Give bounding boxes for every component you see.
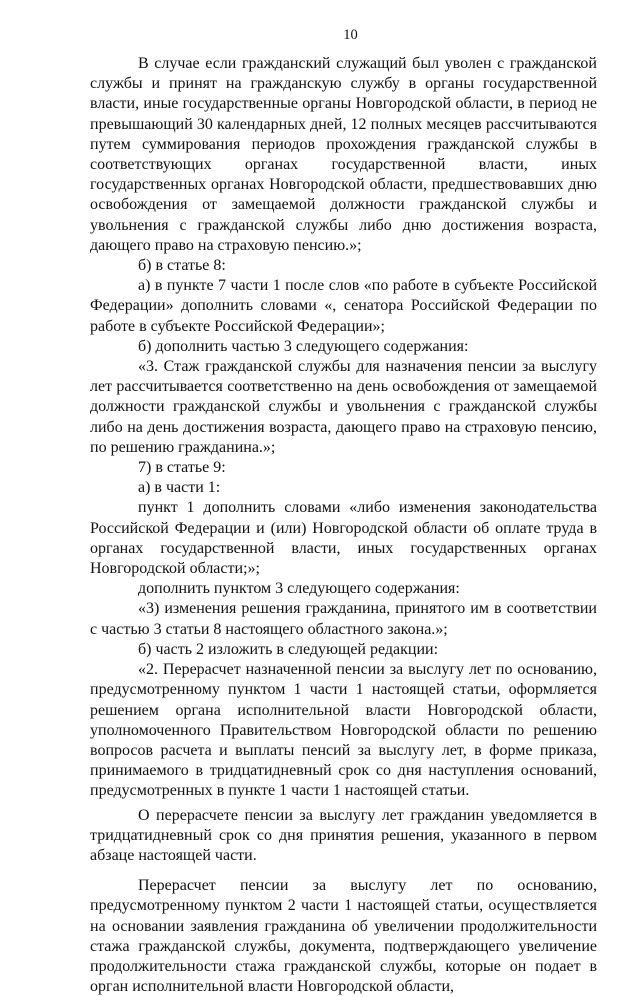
paragraph-10: «3) изменения решения гражданина, принятого им в соответствии с частью 3 статьи 8 настоящего областного закона.»; [90, 600, 597, 638]
paragraph-5: «3. Стаж гражданской службы для назначения пенсии за выслугу лет рассчитывается соответственно на день освобождения от замещаемой должности гражданской службы и увольнения с гражданской службы либо на день достижения возраста, дающего право на страховую пенсию, по решению гражданина.»; [90, 358, 597, 456]
paragraph-9: дополнить пунктом 3 следующего содержания: [138, 580, 460, 598]
paragraph-6: 7) в статье 9: [138, 459, 226, 477]
paragraph-4: б) дополнить частью 3 следующего содержания: [138, 337, 469, 355]
paragraph-14: Перерасчет пенсии за выслугу лет по основанию, предусмотренному пунктом 2 части 1 настоящей статьи, осуществляется на основании заявления гражданина об увеличении продолжительности стажа гражданской службы, документа, подтверждающего увеличение продолжительности стажа гражданской службы, которые он подает в орган исполнительной власти Новгородской области, [90, 877, 597, 996]
paragraph-11: б) часть 2 изложить в следующей редакции: [138, 640, 439, 658]
paragraph-7: а) в части 1: [138, 479, 221, 497]
page-number: 10 [343, 27, 358, 43]
paragraph-13: О перерасчете пенсии за выслугу лет гражданин уведомляется в тридцатидневный срок со дня принятия решения, указанного в первом абзаце настоящей части. [90, 806, 597, 864]
paragraph-12: «2. Перерасчет назначенной пенсии за выслугу лет по основанию, предусмотренному пунктом 1 части 1 настоящей статьи, оформляется решением органа исполнительной власти Новгородской области, уполномоченного Правительством Новгородской области по решению вопросов расчета и выплаты пенсий за выслугу лет, в форме приказа, принимаемого в тридцатидневный срок со дня наступления оснований, предусмотренных в пункте 1 части 1 настоящей статьи. [90, 661, 597, 800]
paragraph-2: б) в статье 8: [138, 257, 226, 275]
paragraph-3: а) в пункте 7 части 1 после слов «по работе в субъекте Российской Федерации» дополнить словами «, сенатора Российской Федерации по работе в субъекте Российской Федерации»; [90, 277, 597, 335]
paragraph-1: В случае если гражданский служащий был уволен с гражданской службы и принят на гражданскую службу в органы государственной власти, иные государственные органы Новгородской области, в период не превышающий 30 календарных дней, 12 полных месяцев рассчитываются путем суммирования периодов прохождения гражданской службы в соответствующих органах государственной власти, иных государственных органах Новгородской области, предшествовавших дню освобождения от замещаемой должности гражданской службы и увольнения с гражданской службы либо дню достижения возраста, дающего право на страховую пенсию.»; [90, 55, 597, 254]
paragraph-8: пункт 1 дополнить словами «либо изменения законодательства Российской Федерации и (или) Новгородской области об оплате труда в органах государственной власти, иных государственных органах Новгородской области;»; [90, 499, 597, 578]
